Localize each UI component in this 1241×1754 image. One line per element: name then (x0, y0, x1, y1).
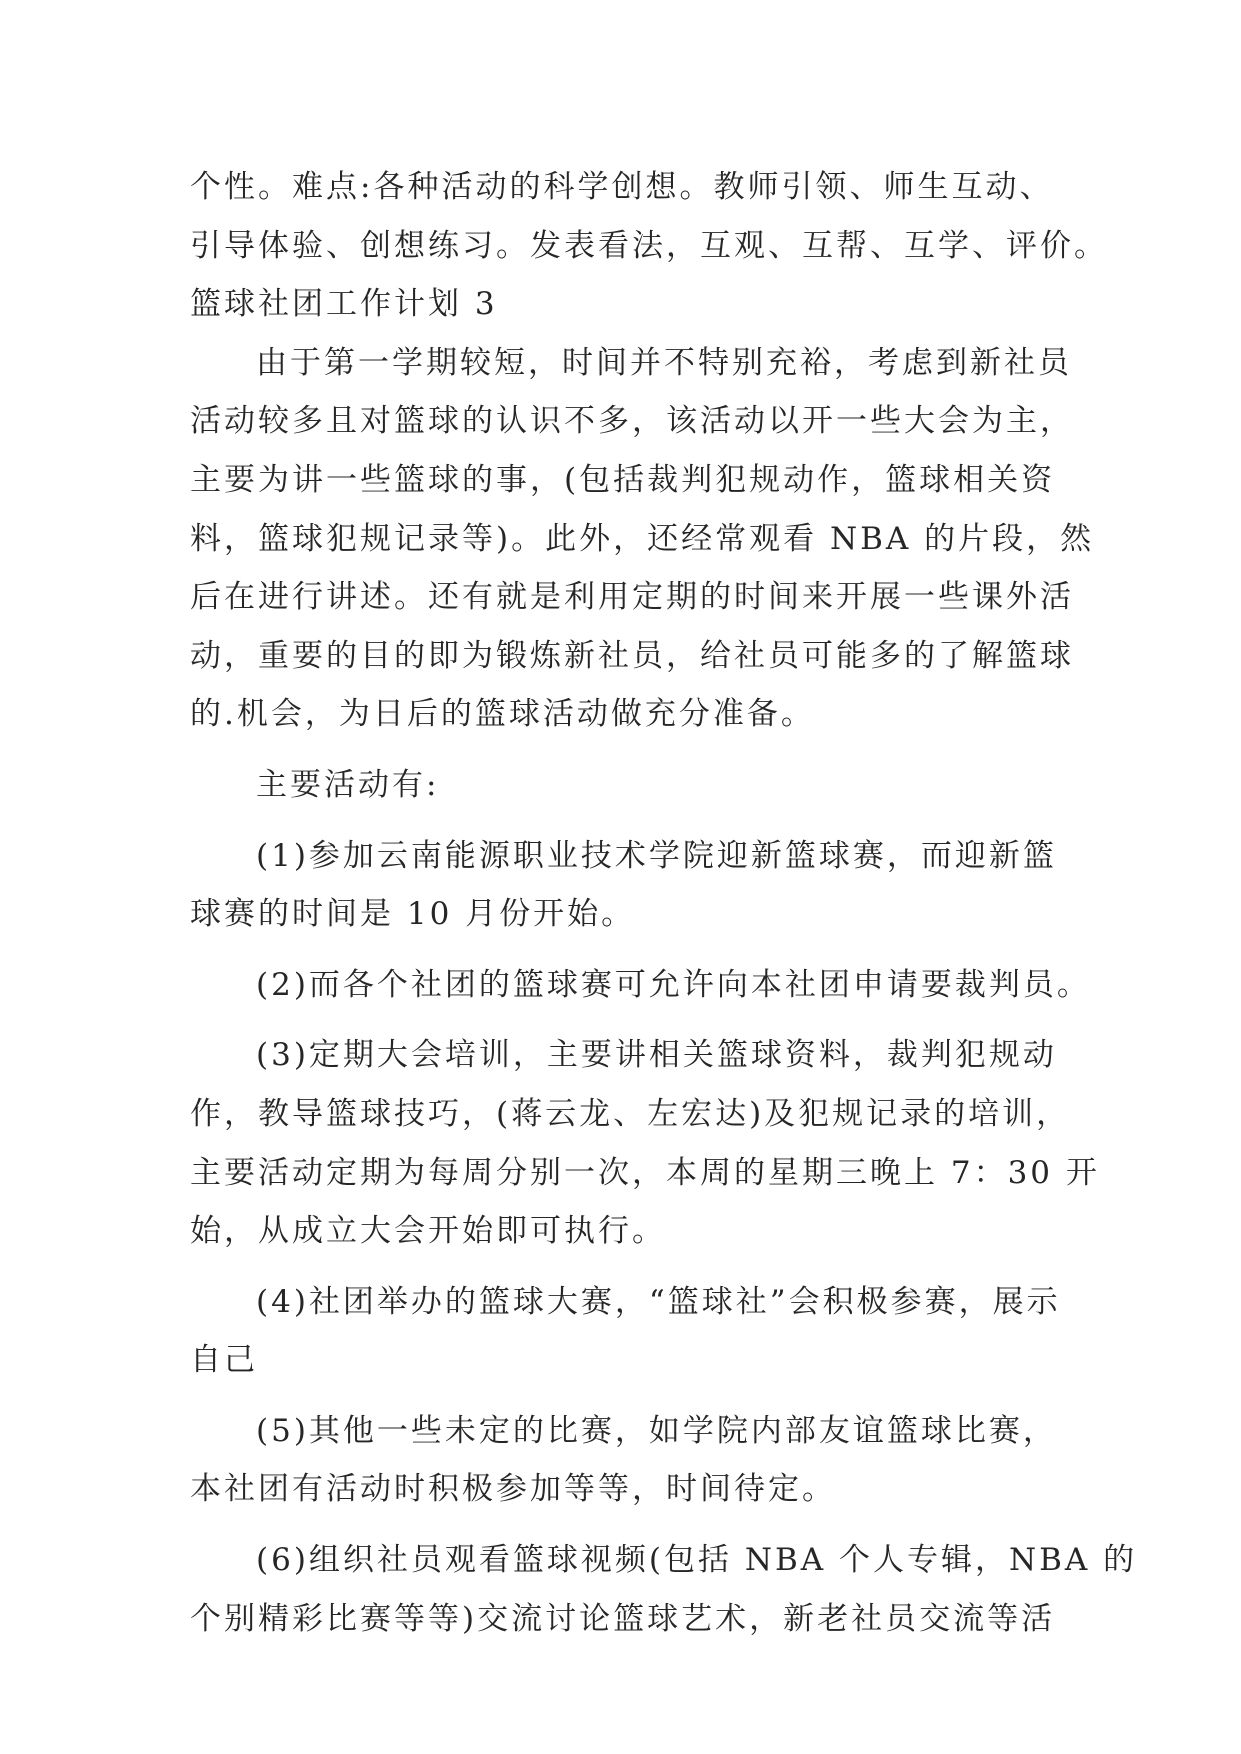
list-item-2: (2)而各个社团的篮球赛可允许向本社团申请要裁判员。 (256, 966, 1091, 1003)
text-line: 自己 (190, 1342, 258, 1379)
text-line: 球赛的时间是 10 月份开始。 (190, 896, 636, 933)
text-line: 动，重要的目的即为锻炼新社员，给社员可能多的了解篮球 (190, 637, 1074, 674)
list-heading: 主要活动有: (256, 766, 440, 803)
text-line: 个别精彩比赛等等)交流讨论篮球艺术，新老社员交流等活 (190, 1600, 1056, 1637)
text-line: 的.机会，为日后的篮球活动做充分准备。 (190, 696, 815, 733)
list-item-4: (4)社团举办的篮球大赛，“篮球社”会积极参赛，展示 (256, 1283, 1061, 1320)
text-line: 始，从成立大会开始即可执行。 (190, 1213, 666, 1250)
text-line: 主要活动定期为每周分别一次，本周的星期三晚上 7：30 开 (190, 1154, 1100, 1191)
text-line: 本社团有活动时积极参加等等，时间待定。 (190, 1471, 836, 1508)
text-line: 引导体验、创想练习。发表看法，互观、互帮、互学、评价。 (190, 227, 1108, 264)
list-item-6: (6)组织社员观看篮球视频(包括 NBA 个人专辑，NBA 的 (256, 1542, 1138, 1579)
text-line: 作，教导篮球技巧，(蒋云龙、左宏达)及犯规记录的培训， (190, 1095, 1071, 1132)
list-item-1: (1)参加云南能源职业技术学院迎新篮球赛，而迎新篮 (256, 837, 1057, 874)
list-item-5: (5)其他一些未定的比赛，如学院内部友谊篮球比赛， (256, 1412, 1057, 1449)
text-line: 主要为讲一些篮球的事，(包括裁判犯规动作，篮球相关资 (190, 461, 1056, 498)
text-line: 料，篮球犯规记录等)。此外，还经常观看 NBA 的片段，然 (190, 520, 1095, 557)
text-line: 个性。难点:各种活动的科学创想。教师引领、师生互动、 (190, 169, 1054, 205)
section-heading: 篮球社团工作计划 3 (190, 286, 498, 323)
text-line: 后在进行讲述。还有就是利用定期的时间来开展一些课外活 (190, 579, 1074, 616)
paragraph-start: 由于第一学期较短，时间并不特别充裕，考虑到新社员 (256, 344, 1072, 381)
document-body (190, 158, 1138, 1648)
list-item-3: (3)定期大会培训，主要讲相关篮球资料，裁判犯规动 (256, 1037, 1057, 1074)
text-line: 活动较多且对篮球的认识不多，该活动以开一些大会为主， (190, 403, 1074, 440)
